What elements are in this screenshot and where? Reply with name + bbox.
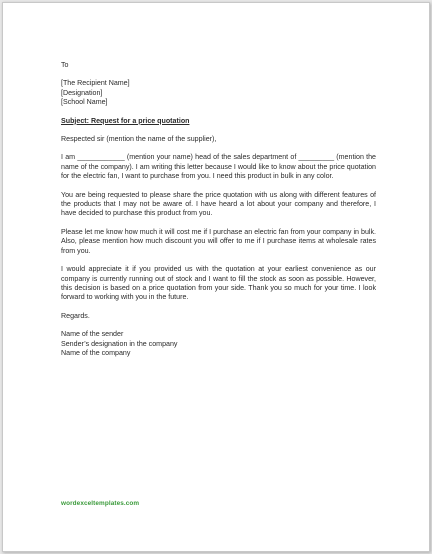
to-label: To (61, 61, 69, 69)
recipient-school: [School Name] (61, 98, 108, 107)
salutation: Respected sir (mention the name of the supplier), (61, 135, 217, 144)
paragraph-2: You are being requested to please share the price quotation with us along with different features of the products that I may not be aware of. I have heard a lot about your company and therefore, I have decided to purchase this product from you. (61, 190, 376, 218)
sender-company: Name of the company (61, 348, 131, 357)
footer-site-link[interactable]: wordexceltemplates.com (61, 500, 140, 507)
paragraph-3: Please let me know how much it will cost me if I purchase an electric fan from your company in bulk. Also, please mention how much discount you will offer to me if I purchase items at wholesale rates from you. (61, 227, 376, 255)
sender-designation: Sender’s designation in the company (61, 339, 178, 348)
subject-line: Subject: Request for a price quotation (61, 116, 190, 125)
sender-name: Name of the sender (61, 330, 124, 339)
recipient-name: [The Recipient Name] (61, 79, 130, 88)
closing: Regards. (61, 311, 90, 320)
letter-body (61, 61, 376, 358)
paragraph-4: I would appreciate it if you provided us with the quotation at your earliest convenience as our company is currently running out of stock and I want to fill the stock as soon as possible. However, this decision is based on a price quotation from your side. Thank you so much for your time. I look forward to working with you in the future. (61, 265, 376, 302)
recipient-designation: [Designation] (61, 88, 103, 97)
document-page (2, 2, 430, 552)
paragraph-1: I am ____________ (mention your name) head of the sales department of _________ (mention the name of the company). I am writing this letter because I would like to know about the price quotation for the electric fan, I want to purchase from you. I need this product in bulk in any color. (61, 153, 376, 181)
